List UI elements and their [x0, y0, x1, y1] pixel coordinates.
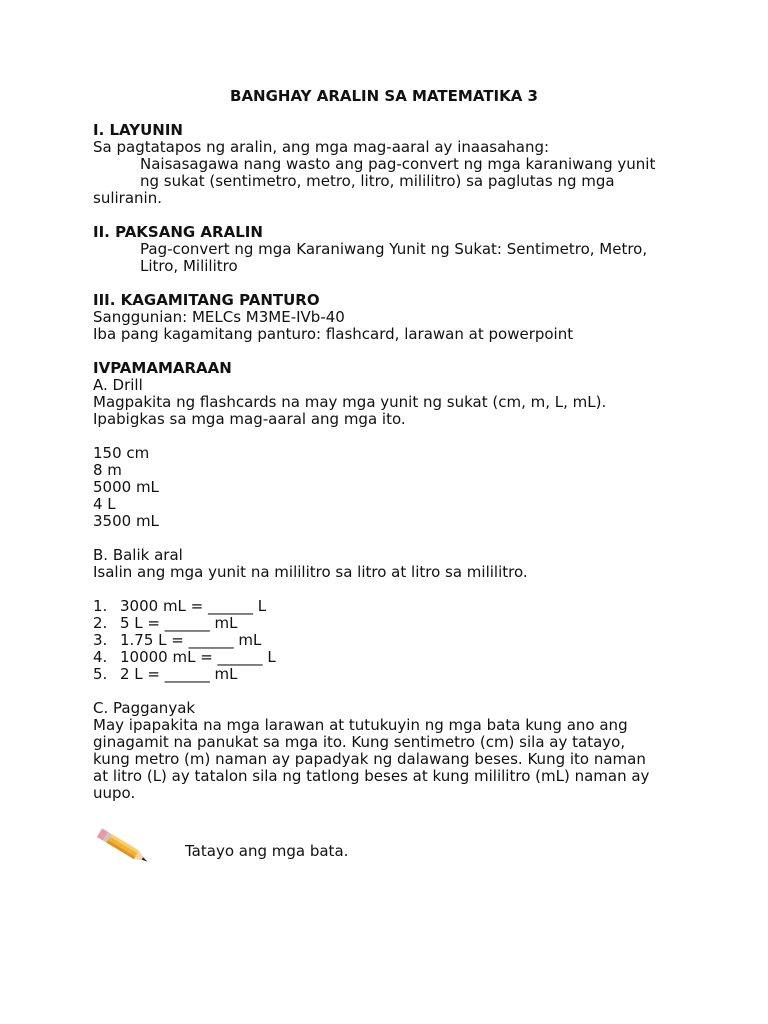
item-number: 1.	[93, 597, 108, 615]
pencil-icon	[93, 820, 153, 876]
layunin-line-1: Naisasagawa nang wasto ang pag-convert ng mga karaniwang yunit	[140, 155, 656, 173]
paksa-line-1: Pag-convert ng mga Karaniwang Yunit ng Sukat: Sentimetro, Metro,	[140, 240, 648, 258]
motivation-line-2: ginagamit na panukat sa mga ito. Kung sentimetro (cm) sila ay tatayo,	[93, 733, 626, 751]
drill-line-2: Ipabigkas sa mga mag-aaral ang mga ito.	[93, 410, 406, 428]
drill-unit: 150 cm	[93, 444, 150, 462]
motivation-line-5: uupo.	[93, 784, 136, 802]
image-caption: Tatayo ang mga bata.	[185, 842, 349, 860]
drill-unit: 8 m	[93, 461, 122, 479]
page-title: BANGHAY ARALIN SA MATEMATIKA 3	[230, 87, 538, 105]
list-item	[93, 615, 693, 632]
layunin-line-3: suliranin.	[93, 189, 162, 207]
motivation-line-1: May ipapakita na mga larawan at tutukuyin ng mga bata kung ano ang	[93, 716, 628, 734]
drill-unit: 3500 mL	[93, 512, 159, 530]
layunin-intro: Sa pagtatapos ng aralin, ang mga mag-aaral ay inaasahang:	[93, 138, 550, 156]
drill-unit: 4 L	[93, 495, 116, 513]
pencil-image-row	[93, 820, 693, 880]
drill-label: A. Drill	[93, 376, 143, 394]
kagamitan-line-2: Iba pang kagamitang panturo: flashcard, larawan at powerpoint	[93, 325, 574, 343]
item-text: 5 L = ______ mL	[120, 614, 238, 632]
item-text: 1.75 L = ______ mL	[120, 631, 262, 649]
item-text: 2 L = ______ mL	[120, 665, 238, 683]
drill-unit-list	[93, 445, 693, 530]
review-item-list	[93, 598, 693, 683]
item-number: 4.	[93, 648, 108, 666]
item-text: 3000 mL = ______ L	[120, 597, 267, 615]
item-text: 10000 mL = ______ L	[120, 648, 276, 666]
item-number: 3.	[93, 631, 108, 649]
list-item	[93, 649, 693, 666]
review-label: B. Balik aral	[93, 546, 183, 564]
list-item	[93, 666, 693, 683]
drill-unit: 5000 mL	[93, 478, 159, 496]
motivation-line-3: kung metro (m) naman ay papadyak ng dalawang beses. Kung ito naman	[93, 750, 646, 768]
drill-line-1: Magpakita ng flashcards na may mga yunit ng sukat (cm, m, L, mL).	[93, 393, 607, 411]
section-heading-paksang-aralin: II. PAKSANG ARALIN	[93, 223, 263, 241]
layunin-line-2: ng sukat (sentimetro, metro, litro, mililitro) sa paglutas ng mga	[140, 172, 615, 190]
section-heading-kagamitang-panturo: III. KAGAMITANG PANTURO	[93, 291, 320, 309]
section-heading-pamamaraan: IVPAMAMARAAN	[93, 359, 232, 377]
section-heading-layunin: I. LAYUNIN	[93, 121, 183, 139]
paksa-line-2: Litro, Mililitro	[140, 257, 238, 275]
motivation-label: C. Pagganyak	[93, 699, 196, 717]
item-number: 2.	[93, 614, 108, 632]
kagamitan-line-1: Sanggunian: MELCs M3ME-IVb-40	[93, 308, 345, 326]
item-number: 5.	[93, 665, 108, 683]
motivation-line-4: at litro (L) ay tatalon sila ng tatlong beses at kung mililitro (mL) naman ay	[93, 767, 650, 785]
list-item	[93, 632, 693, 649]
document-body	[93, 122, 693, 880]
list-item	[93, 598, 693, 615]
review-instruction: Isalin ang mga yunit na mililitro sa litro at litro sa mililitro.	[93, 563, 528, 581]
